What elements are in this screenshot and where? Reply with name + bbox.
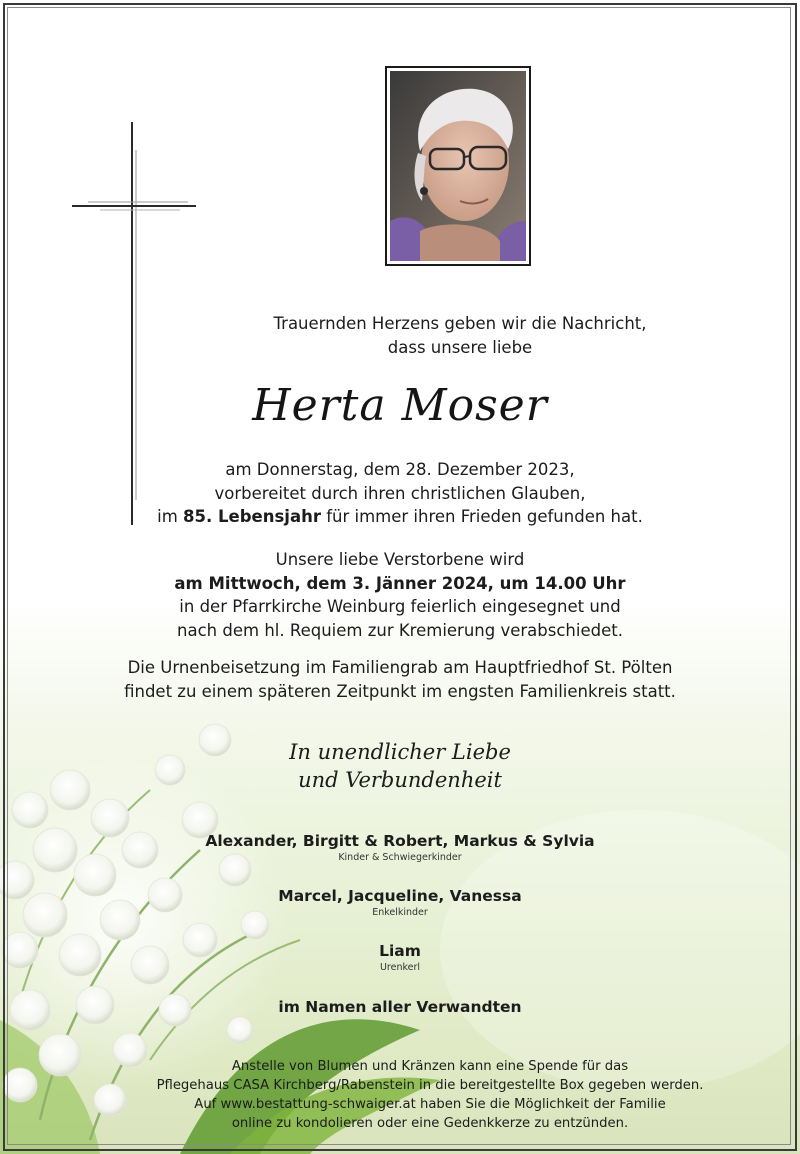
- death-line-pre: im: [157, 507, 184, 526]
- donation-note: [0, 1057, 800, 1133]
- death-details: [60, 458, 740, 529]
- deceased-name: Herta Moser: [252, 380, 548, 431]
- intro-text: [0, 312, 800, 359]
- motto-line: und Verbundenheit: [298, 768, 502, 792]
- funeral-details: [60, 548, 740, 642]
- funeral-line: Unsere liebe Verstorbene wird: [275, 550, 525, 569]
- family-role: Urenkerl: [379, 962, 421, 973]
- note-line: Anstelle von Blumen und Kränzen kann eine Spende für das: [231, 1059, 629, 1074]
- urn-line: findet zu einem späteren Zeitpunkt im engsten Familienkreis statt.: [124, 681, 676, 701]
- funeral-line: in der Pfarrkirche Weinburg feierlich eingesegnet und: [179, 597, 621, 616]
- family-role: Enkelkinder: [372, 907, 428, 918]
- urn-line: Die Urnenbeisetzung im Familiengrab am Hauptfriedhof St. Pölten: [127, 658, 673, 677]
- portrait-photo: [385, 66, 531, 266]
- family-group: [60, 831, 740, 864]
- family-names: Marcel, Jacqueline, Vanessa: [278, 887, 522, 905]
- urn-burial-text: [40, 656, 760, 703]
- age-text: 85. Lebensjahr: [183, 507, 321, 526]
- family-names: Liam: [379, 942, 421, 960]
- intro-line: Trauernden Herzens geben wir die Nachricht,: [273, 314, 647, 333]
- all-relatives-text: im Namen aller Verwandten: [278, 998, 522, 1016]
- death-line-post: für immer ihren Frieden gefunden hat.: [320, 507, 643, 526]
- family-names: Alexander, Birgitt & Robert, Markus & Sylvia: [205, 832, 595, 850]
- note-line: Auf www.bestattung-schwaiger.at haben Sie die Möglichkeit der Familie: [194, 1097, 666, 1112]
- death-line: am Donnerstag, dem 28. Dezember 2023,: [225, 460, 575, 479]
- death-line: vorbereitet durch ihren christlichen Glauben,: [214, 483, 586, 503]
- intro-line: dass unsere liebe: [387, 337, 533, 357]
- family-group: [60, 886, 740, 919]
- portrait-image: [390, 71, 526, 261]
- family-role: Kinder & Schwiegerkinder: [338, 852, 462, 863]
- funeral-date-line: am Mittwoch, dem 3. Jänner 2024, um 14.00 Uhr: [174, 573, 626, 593]
- funeral-line: nach dem hl. Requiem zur Kremierung verabschiedet.: [177, 620, 623, 640]
- note-line: Pflegehaus CASA Kirchberg/Rabenstein in die bereitgestellte Box gegeben werden.: [156, 1078, 704, 1093]
- family-group: [60, 941, 740, 974]
- motto-line: In unendlicher Liebe: [289, 740, 511, 764]
- memorial-motto: [60, 738, 740, 794]
- note-line: online zu kondolieren oder eine Gedenkkerze zu entzünden.: [231, 1116, 629, 1131]
- death-line: [60, 505, 740, 529]
